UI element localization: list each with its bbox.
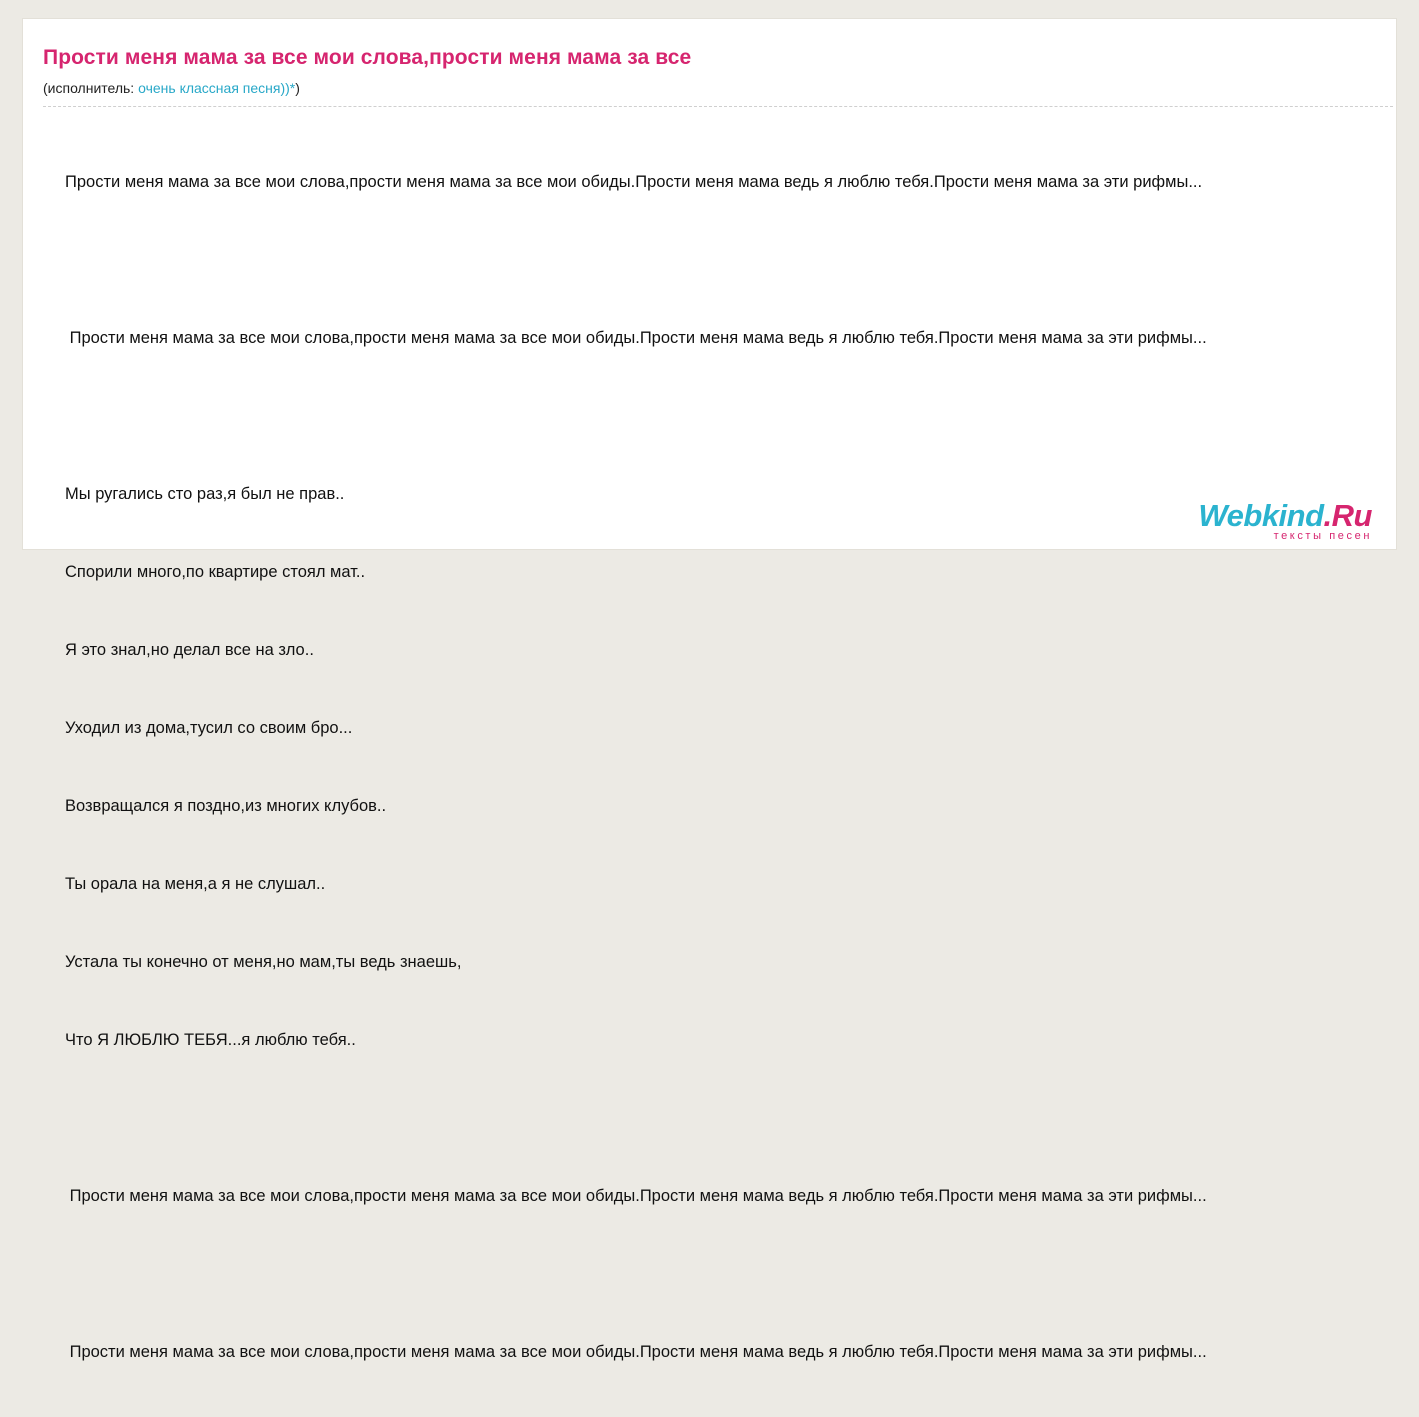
lyrics-blank [65, 247, 1396, 273]
lyrics-line: Прости меня мама за все мои слова,прости меня мама за все мои обиды.Прости меня мама ведь я люблю тебя.Прости меня мама за эти рифмы... [65, 1343, 1207, 1361]
lyrics-line: Устала ты конечно от меня,но мам,ты ведь знаешь, [65, 953, 462, 971]
lyrics-line: Прости меня мама за все мои слова,прости меня мама за все мои обиды.Прости меня мама ведь я люблю тебя.Прости меня мама за эти рифмы... [65, 1187, 1207, 1205]
watermark-kind: kind [1261, 498, 1324, 533]
lyrics-line: Мы ругались сто раз,я был не прав.. [65, 485, 345, 503]
lyrics-blank [65, 403, 1396, 429]
lyrics-line: Спорили много,по квартире стоял мат.. [65, 563, 366, 581]
lyrics-line: Прости меня мама за все мои слова,прости меня мама за все мои обиды.Прости меня мама ведь я люблю тебя.Прости меня мама за эти рифмы... [65, 329, 1207, 347]
watermark-web: Web [1198, 498, 1262, 533]
performer-line [23, 71, 1396, 97]
lyrics-line: Ты орала на меня,а я не слушал.. [65, 875, 326, 893]
lyrics-blank [65, 1105, 1396, 1131]
lyrics-line: Прости меня мама за все мои слова,прости меня мама за все мои обиды.Прости меня мама ведь я люблю тебя.Прости меня мама за эти рифмы... [65, 173, 1203, 191]
page-title: Прости меня мама за все мои слова,прости меня мама за все [43, 46, 692, 69]
performer-suffix: ) [295, 80, 300, 96]
watermark-subtitle: тексты песен [1273, 530, 1372, 542]
lyrics-card [22, 18, 1397, 1361]
performer-label: (исполнитель: [43, 80, 135, 96]
performer-link[interactable]: очень классная песня))* [138, 80, 296, 96]
lyrics-body [23, 107, 1396, 1417]
watermark-logo [1198, 500, 1372, 532]
lyrics-line: Я это знал,но делал все на зло.. [65, 641, 314, 659]
lyrics-line: Уходил из дома,тусил со своим бро... [65, 719, 353, 737]
watermark-ru: Ru [1331, 498, 1372, 533]
lyrics-blank [65, 1261, 1396, 1287]
lyrics-line: Возвращался я поздно,из многих клубов.. [65, 797, 387, 815]
lyrics-line: Что Я ЛЮБЛЮ ТЕБЯ...я люблю тебя.. [65, 1031, 356, 1049]
site-watermark [1198, 500, 1372, 543]
watermark-dot: . [1323, 498, 1332, 533]
